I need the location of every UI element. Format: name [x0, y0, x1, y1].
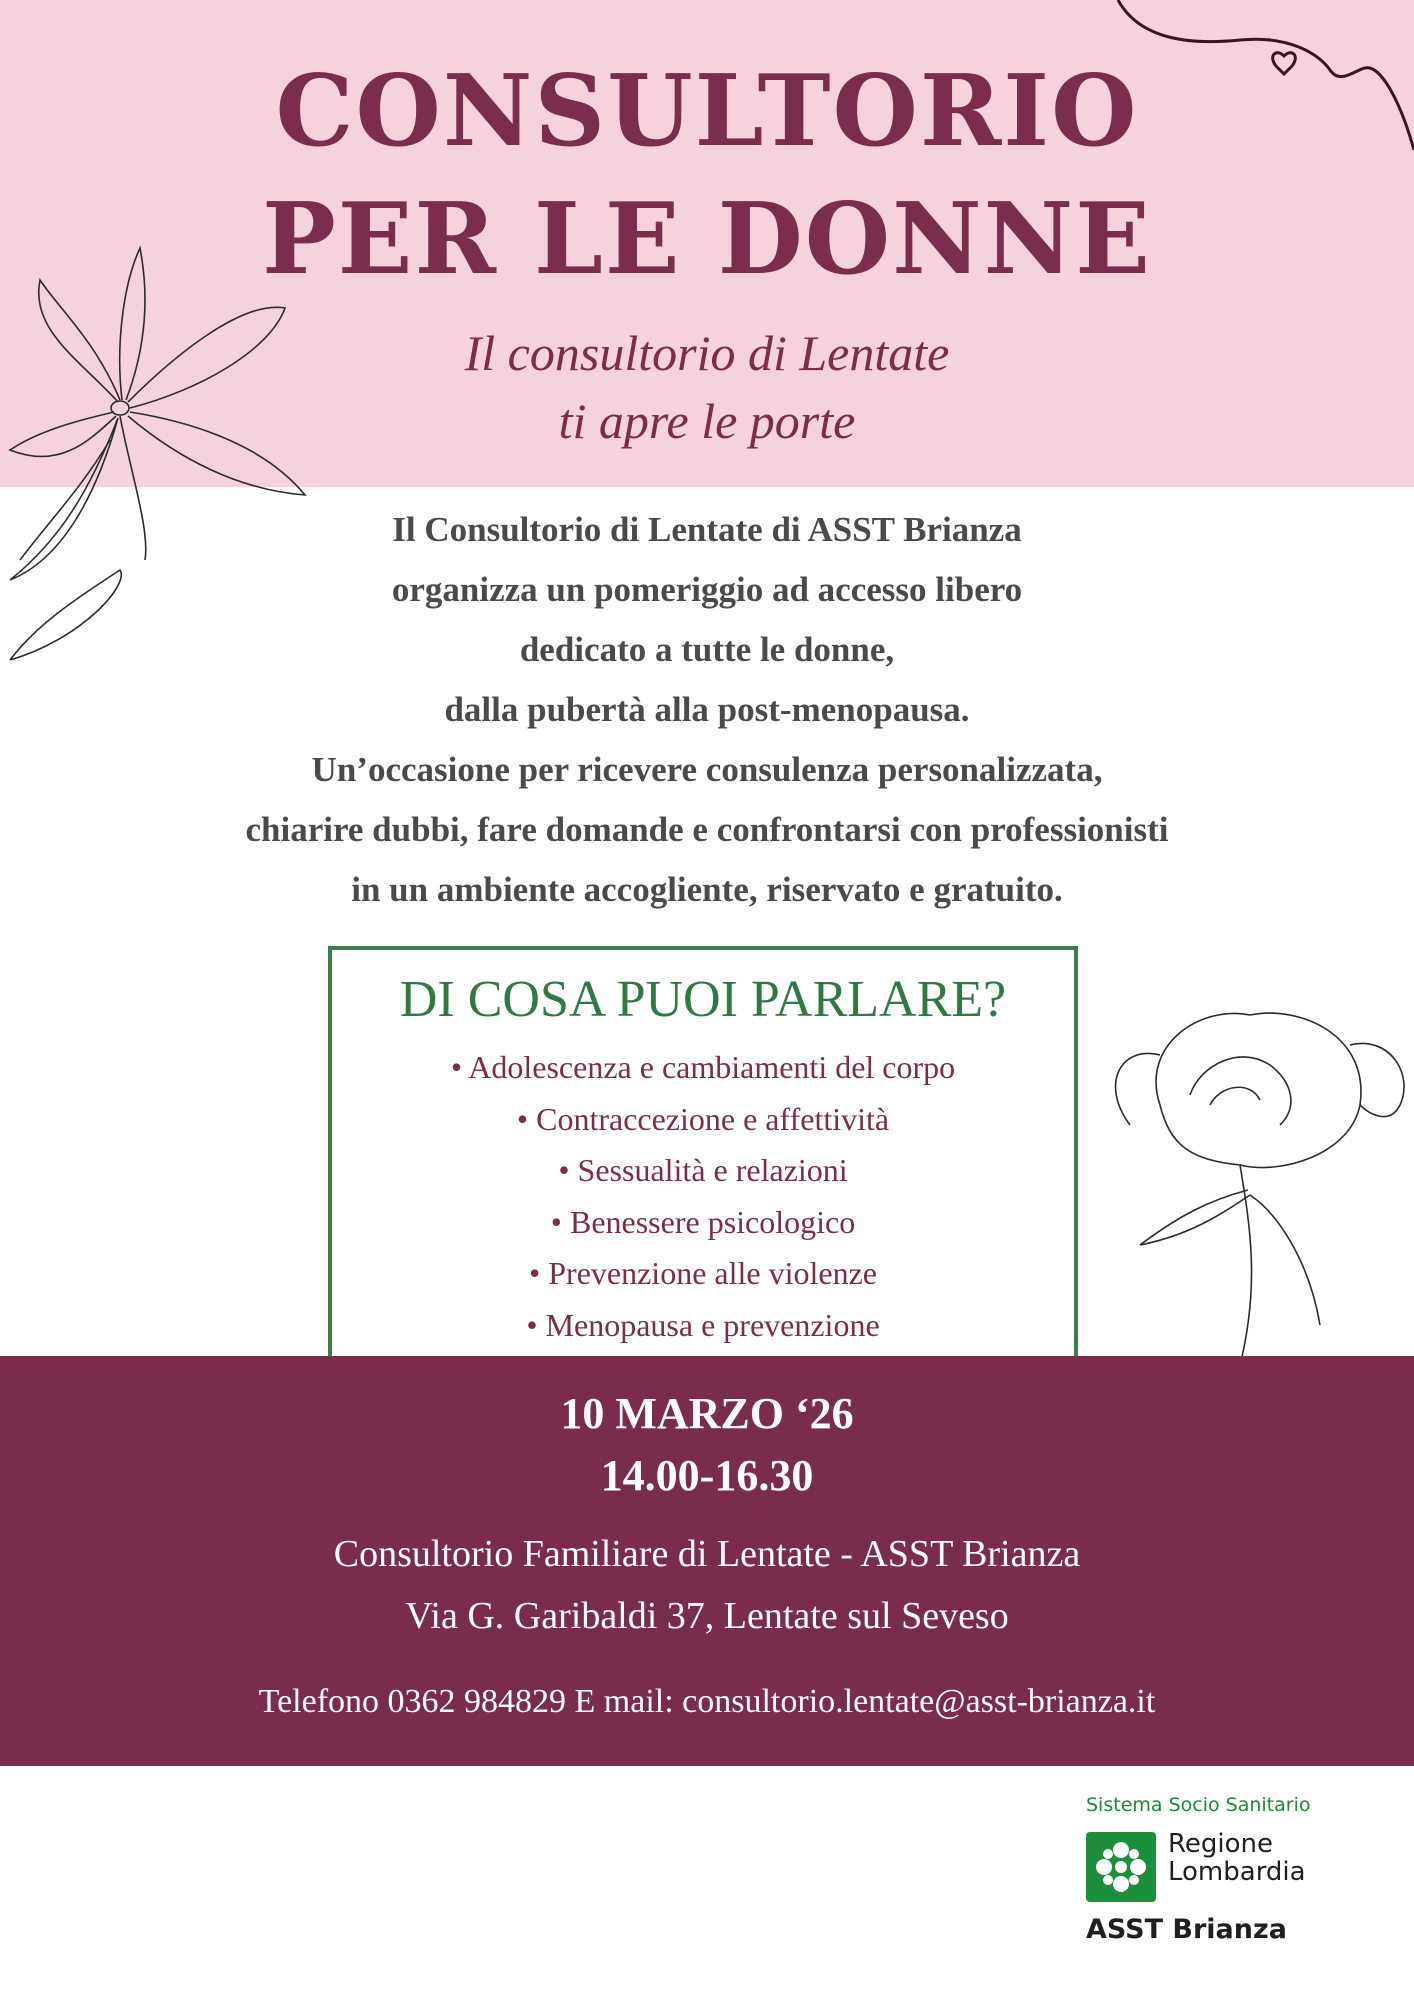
page-title-line-2: PER LE DONNE — [262, 182, 1152, 297]
flower-decoration-right — [1100, 985, 1414, 1365]
intro-line: organizza un pomeriggio ad accesso libero — [391, 570, 1023, 609]
contact-info: Telefono 0362 984829 E mail: consultorio.lentate@asst-brianza.it — [258, 1683, 1156, 1720]
venue-address: Via G. Garibaldi 37, Lentate sul Seveso — [405, 1595, 1009, 1637]
logo-system-label: Sistema Socio Sanitario — [1086, 1794, 1311, 1816]
subtitle-line-2: ti apre le porte — [558, 393, 856, 449]
event-time: 14.00-16.30 — [600, 1451, 814, 1500]
intro-line: dedicato a tutte le donne, — [519, 630, 895, 669]
event-date: 10 MARZO ‘26 — [560, 1389, 854, 1438]
topic-item: • Adolescenza e cambiamenti del corpo — [450, 1049, 956, 1085]
intro-line: dalla pubertà alla post-menopausa. — [444, 690, 970, 729]
topic-item: • Contraccezione e affettività — [516, 1100, 890, 1137]
page-title-line-1: CONSULTORIO — [275, 54, 1139, 169]
regione-lombardia-logo — [1082, 1790, 1382, 1970]
intro-line: chiarire dubbi, fare domande e confrontarsi con professionisti — [245, 810, 1169, 849]
topics-list — [332, 1042, 1074, 1351]
intro-line: Un’occasione per ricevere consulenza personalizzata, — [311, 750, 1103, 789]
logo-region-name — [1168, 1830, 1306, 1886]
topics-title: DI COSA PUOI PARLARE? — [399, 971, 1007, 1028]
topic-item: • Prevenzione alle violenze — [529, 1255, 877, 1291]
logo-asst-label: ASST Brianza — [1086, 1914, 1287, 1945]
subtitle-line-1: Il consultorio di Lentate — [464, 325, 950, 381]
topic-item: • Menopausa e prevenzione — [526, 1306, 880, 1343]
topic-item: • Sessualità e relazioni — [558, 1152, 848, 1188]
intro-line: in un ambiente accogliente, riservato e gratuito. — [351, 870, 1063, 909]
intro-line: Il Consultorio di Lentate di ASST Brianza — [392, 510, 1022, 549]
regione-emblem-icon — [1086, 1832, 1156, 1902]
venue-name: Consultorio Familiare di Lentate - ASST Brianza — [333, 1533, 1081, 1575]
intro-paragraph — [60, 500, 1354, 920]
topics-box — [328, 946, 1078, 1366]
logo-region-line-1: Regione — [1168, 1829, 1274, 1859]
topic-item: • Benessere psicologico — [550, 1203, 856, 1240]
logo-region-line-2: Lombardia — [1168, 1857, 1306, 1887]
